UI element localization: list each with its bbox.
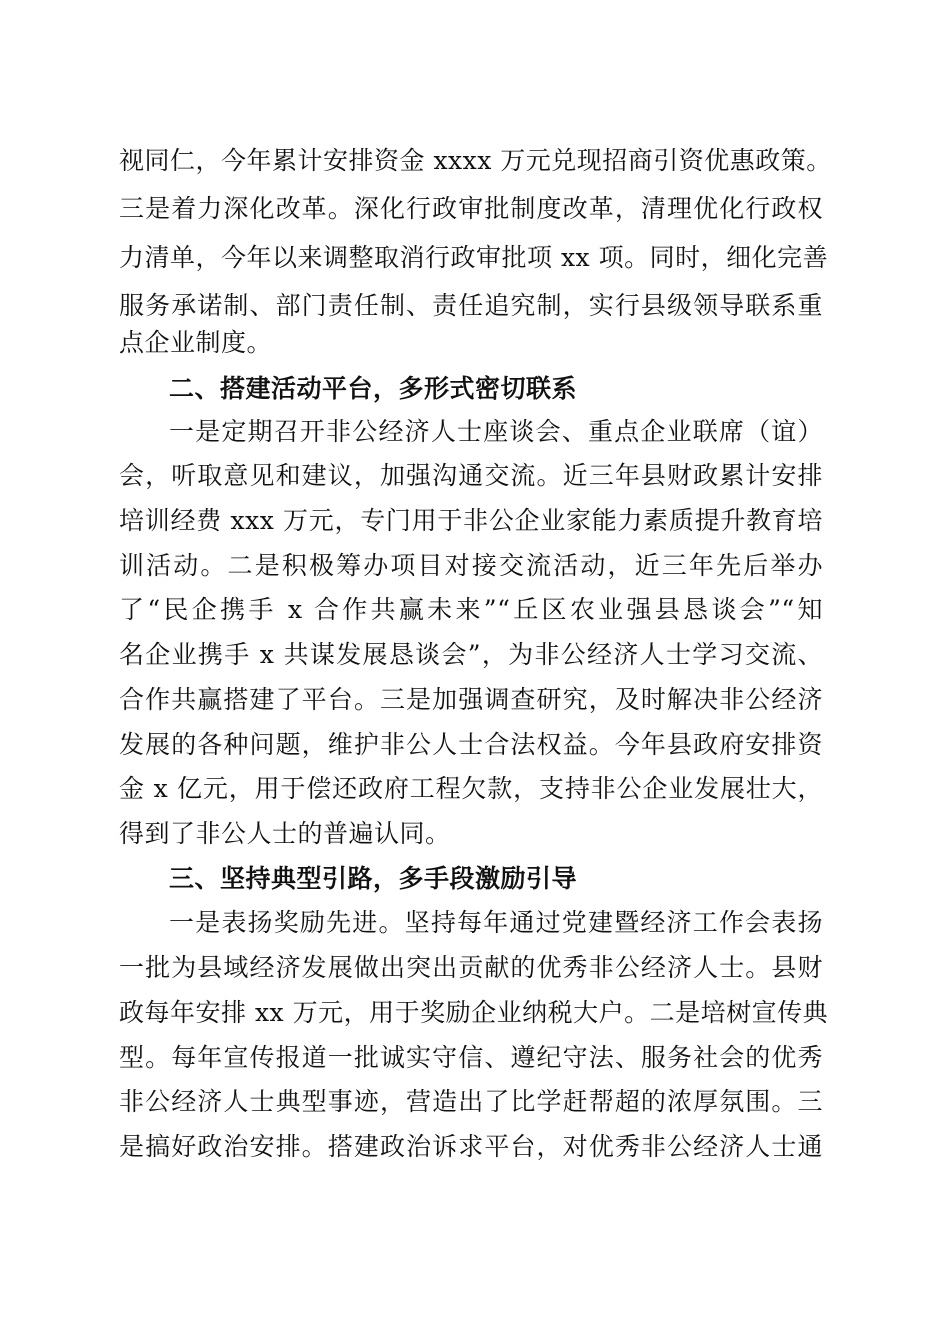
paragraph-line: 视同仁，今年累计安排资金 xxxx 万元兑现招商引资优惠政策。 [119,146,832,175]
paragraph-line: 型。每年宣传报道一批诚实守信、遵纪守法、服务社会的优秀 [119,1043,823,1072]
paragraph-line: 合作共赢搭建了平台。三是加强调查研究，及时解决非公经济 [119,685,823,714]
paragraph-line: 服务承诺制、部门责任制、责任追究制，实行县级领导联系重 [119,291,823,320]
paragraph-line: 政每年安排 xx 万元，用于奖励企业纳税大户。二是培树宣传典 [119,998,829,1027]
paragraph-line: 力清单，今年以来调整取消行政审批项 xx 项。同时，细化完善 [119,243,829,272]
paragraph-line: 发展的各种问题，维护非公人士合法权益。今年县政府安排资 [119,730,823,759]
paragraph-line: 了“民企携手 x 合作共赢未来”“丘区农业强县恳谈会”“知 [119,595,823,624]
paragraph-line: 培训经费 xxx 万元，专门用于非公企业家能力素质提升教育培 [119,506,823,535]
paragraph-line: 金 x 亿元，用于偿还政府工程欠款，支持非公企业发展壮大， [119,774,823,803]
paragraph-line: 非公经济人士典型事迹，营造出了比学赶帮超的浓厚氛围。三 [119,1087,823,1116]
paragraph-line: 会，听取意见和建议，加强沟通交流。近三年县财政累计安排 [119,461,823,490]
paragraph-line: 名企业携手 x 共谋发展恳谈会”，为非公经济人士学习交流、 [119,640,823,669]
paragraph-line: 三是着力深化改革。深化行政审批制度改革，清理优化行政权 [119,194,823,223]
paragraph-line: 是搞好政治安排。搭建政治诉求平台，对优秀非公经济人士通 [119,1132,823,1161]
paragraph-line: 训活动。二是积极筹办项目对接交流活动，近三年先后举办 [119,551,823,580]
paragraph-line: 一批为县域经济发展做出突出贡献的优秀非公经济人士。县财 [119,953,823,982]
section-heading-2: 二、搭建活动平台，多形式密切联系 [169,374,578,403]
paragraph-line: 一是定期召开非公经济人士座谈会、重点企业联席（谊） [169,417,823,446]
paragraph-line: 得到了非公人士的普遍认同。 [119,819,451,848]
paragraph-line: 点企业制度。 [119,328,273,357]
section-heading-3: 三、坚持典型引路，多手段激励引导 [169,864,578,893]
paragraph-line: 一是表扬奖励先进。坚持每年通过党建暨经济工作会表扬 [169,908,823,937]
